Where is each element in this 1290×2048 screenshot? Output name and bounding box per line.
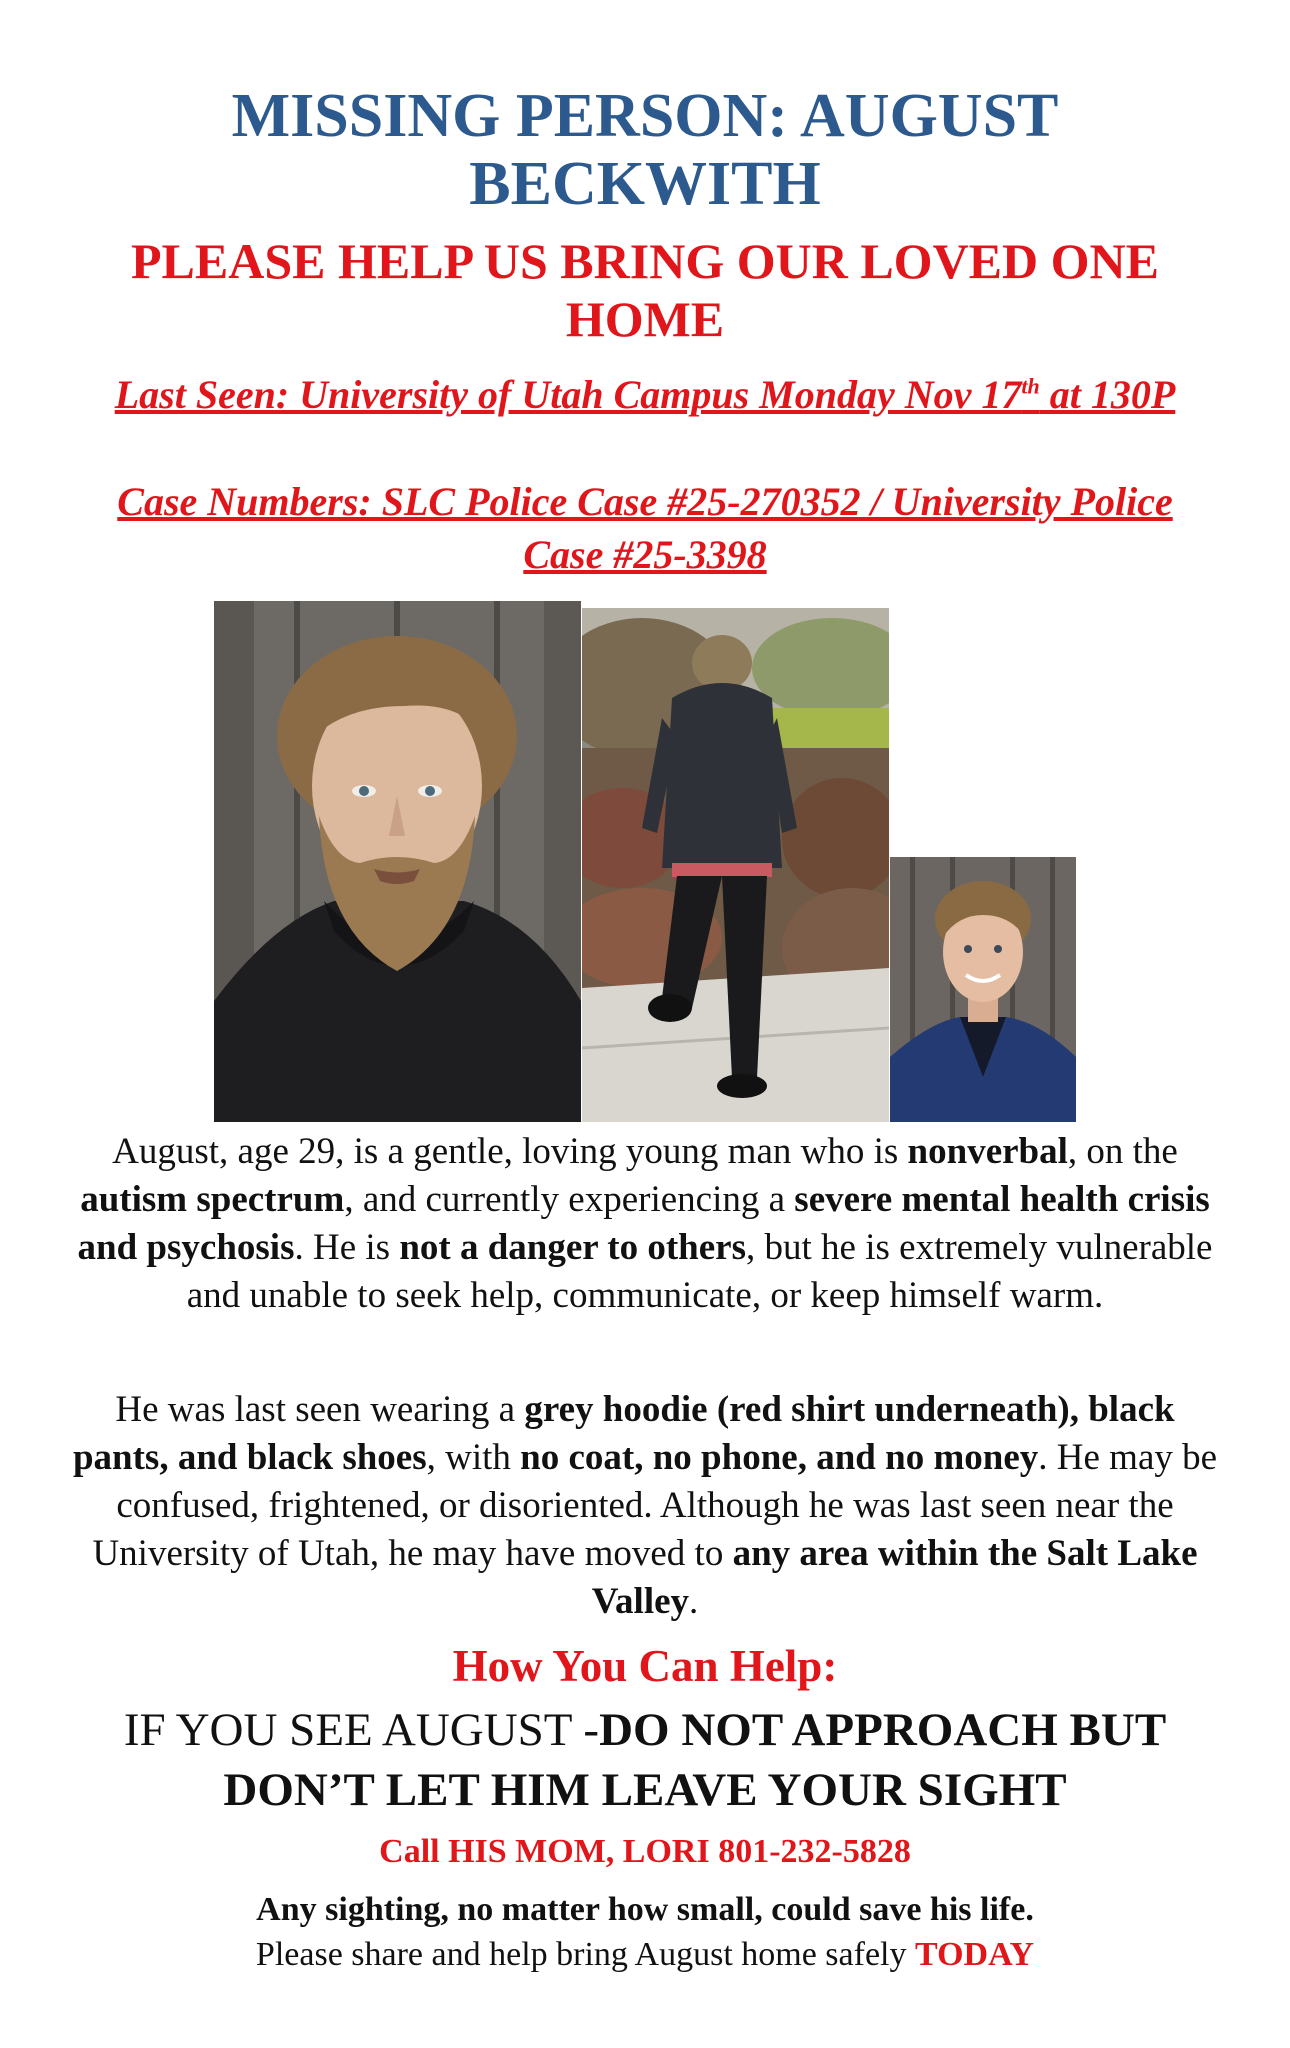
portrait-photo <box>214 601 581 1122</box>
last-seen-time: at 130P <box>1039 372 1176 417</box>
contact-phone: Call HIS MOM, LORI 801-232-5828 <box>379 1833 911 1870</box>
body-text-segment: . <box>689 1581 699 1622</box>
emphasis-text: autism spectrum <box>80 1179 345 1220</box>
case-numbers: Case Numbers: SLC Police Case #25-270352 / University Police Case #25-3398 <box>117 479 1173 577</box>
flyer-title: MISSING PERSON: AUGUST BECKWITH <box>231 82 1059 218</box>
emphasis-text: no coat, no phone, and no money <box>520 1437 1039 1478</box>
description-paragraph-1 <box>70 1128 1220 1320</box>
body-text-segment: He was last seen wearing a <box>115 1389 525 1430</box>
body-text-segment: , with <box>426 1437 521 1478</box>
last-seen-ordinal: th <box>1021 373 1040 399</box>
body-text-segment: . He is <box>294 1227 400 1268</box>
instruction-emphasis: DO NOT APPROACH BUT DON’T LET HIM LEAVE YOUR SIGHT <box>223 1704 1167 1816</box>
description-paragraph-2 <box>70 1386 1220 1626</box>
emphasis-text: not a danger to others <box>399 1227 747 1268</box>
how-you-can-help-heading: How You Can Help: <box>452 1641 838 1691</box>
headshot-photo <box>890 857 1076 1122</box>
body-text-segment: . He may be confused, frightened, or disoriented. Although he was last seen near the University of Utah, he may have moved to <box>92 1437 1218 1574</box>
sighting-message: Any sighting, no matter how small, could save his life. <box>256 1891 1034 1928</box>
body-text-segment: , and currently experiencing a <box>344 1179 795 1220</box>
share-today: TODAY <box>915 1936 1035 1973</box>
share-message <box>100 1933 1190 1977</box>
sighting-instruction <box>60 1700 1230 1820</box>
running-photo <box>582 608 889 1122</box>
body-text-segment: August, age 29, is a gentle, loving young man who is <box>112 1131 908 1172</box>
body-text-segment: , but he is extremely vulnerable and unable to seek help, communicate, or keep himself warm. <box>186 1227 1213 1316</box>
emphasis-text: grey hoodie (red shirt underneath), black pants, and black shoes <box>72 1389 1175 1478</box>
last-seen-text: Last Seen: University of Utah Campus Monday Nov 17 <box>114 372 1022 417</box>
plea-heading: PLEASE HELP US BRING OUR LOVED ONE HOME <box>131 233 1159 347</box>
emphasis-text: nonverbal <box>907 1131 1068 1172</box>
emphasis-text: any area within the Salt Lake Valley <box>591 1533 1198 1622</box>
instruction-lead: IF YOU SEE AUGUST - <box>123 1704 600 1756</box>
share-text: Please share and help bring August home safely <box>255 1936 915 1973</box>
emphasis-text: severe mental health crisis and psychosis <box>77 1179 1210 1268</box>
body-text-segment: , on the <box>1067 1131 1178 1172</box>
last-seen-line <box>110 368 1180 421</box>
